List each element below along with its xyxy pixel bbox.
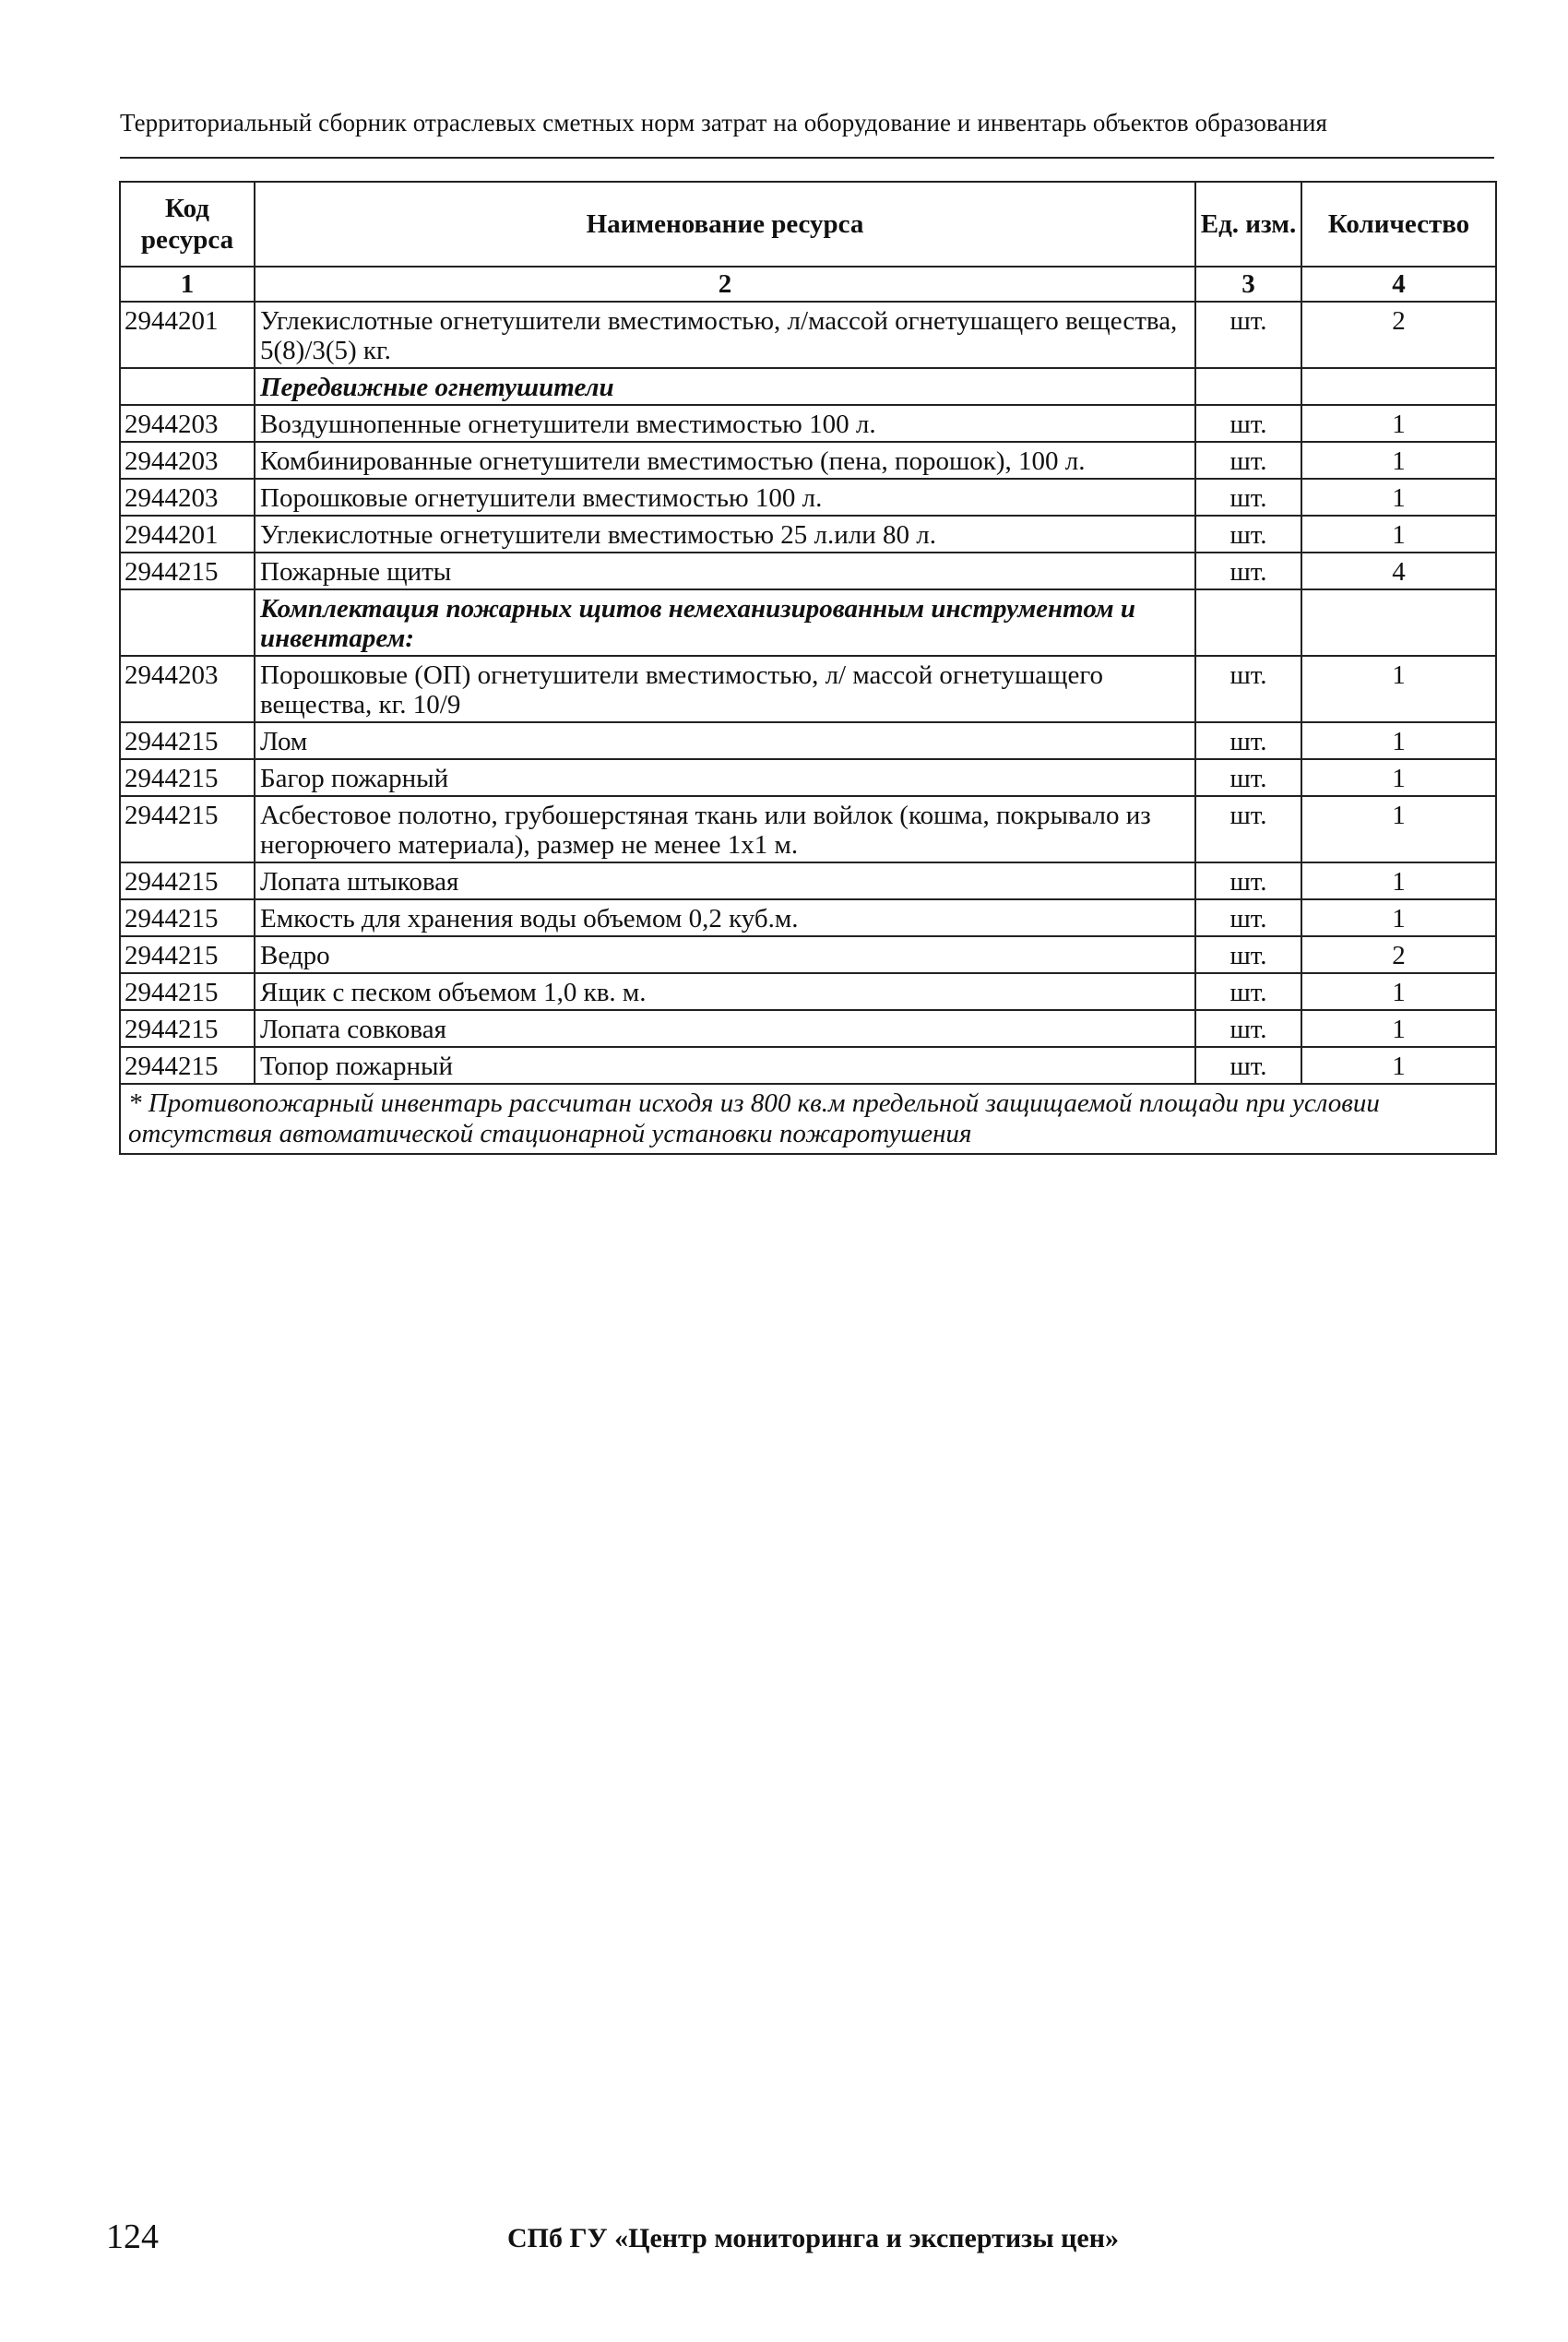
resource-code: 2944215 [120,796,255,862]
resource-name: Лом [255,722,1195,759]
resource-name: Углекислотные огнетушители вместимостью 25 л.или 80 л. [255,516,1195,553]
resource-qty: 1 [1301,405,1496,442]
resource-qty: 1 [1301,656,1496,722]
resource-name: Пожарные щиты [255,553,1195,589]
resource-unit: шт. [1195,1047,1301,1084]
resource-qty: 2 [1301,936,1496,973]
table-row [120,479,1496,516]
resource-code: 2944203 [120,479,255,516]
table-row [120,722,1496,759]
resource-code: 2944215 [120,973,255,1010]
header-name: Наименование ресурса [255,182,1195,267]
column-number: 3 [1195,267,1301,302]
resource-qty: 1 [1301,479,1496,516]
resource-unit: шт. [1195,553,1301,589]
resource-code: 2944215 [120,936,255,973]
resource-unit: шт. [1195,936,1301,973]
resource-code: 2944215 [120,553,255,589]
footer-organization: СПб ГУ «Центр мониторинга и экспертизы цен» [507,2223,1120,2253]
resource-qty: 1 [1301,442,1496,479]
resource-name: Лопата совковая [255,1010,1195,1047]
resource-name: Ящик с песком объемом 1,0 кв. м. [255,973,1195,1010]
section-unit-cell [1195,368,1301,405]
resource-name: Углекислотные огнетушители вместимостью, л/массой огнетушащего вещества, 5(8)/3(5) кг. [255,302,1195,368]
resource-unit: шт. [1195,796,1301,862]
section-code-cell [120,368,255,405]
footnote: * Противопожарный инвентарь рассчитан исходя из 800 кв.м предельной защищаемой площади при условии отсутствия автоматической стационарной установки пожаротушения [120,1084,1496,1154]
resource-unit: шт. [1195,862,1301,899]
resource-name: Топор пожарный [255,1047,1195,1084]
resource-qty: 1 [1301,796,1496,862]
resource-code: 2944203 [120,442,255,479]
resource-code: 2944201 [120,516,255,553]
table-row [120,899,1496,936]
table-row [120,936,1496,973]
resource-code: 2944215 [120,1047,255,1084]
resource-unit: шт. [1195,302,1301,368]
section-qty-cell [1301,589,1496,656]
page-number: 124 [106,2217,159,2256]
table-row [120,1010,1496,1047]
section-title: Комплектация пожарных щитов немеханизированным инструментом и инвентарем: [255,589,1195,656]
section-qty-cell [1301,368,1496,405]
resource-name: Ведро [255,936,1195,973]
section-unit-cell [1195,589,1301,656]
table-row [120,302,1496,368]
header-qty: Количество [1301,182,1496,267]
resource-code: 2944203 [120,405,255,442]
section-title: Передвижные огнетушители [255,368,1195,405]
section-row [120,368,1496,405]
resource-name: Воздушнопенные огнетушители вместимостью 100 л. [255,405,1195,442]
table-header-row [120,182,1496,267]
resource-name: Багор пожарный [255,759,1195,796]
table-row [120,656,1496,722]
resource-code: 2944215 [120,862,255,899]
resource-name: Порошковые (ОП) огнетушители вместимостью, л/ массой огнетушащего вещества, кг. 10/9 [255,656,1195,722]
resource-code: 2944215 [120,722,255,759]
resource-qty: 1 [1301,862,1496,899]
table-row [120,759,1496,796]
resource-unit: шт. [1195,442,1301,479]
table-row [120,405,1496,442]
resource-qty: 1 [1301,899,1496,936]
table-row [120,553,1496,589]
table-body [120,302,1496,1084]
resource-qty: 4 [1301,553,1496,589]
section-row [120,589,1496,656]
running-header: Территориальный сборник отраслевых сметных норм затрат на оборудование и инвентарь объектов образования [120,109,1328,137]
column-number-row [120,267,1496,302]
resource-name: Асбестовое полотно, грубошерстяная ткань или войлок (кошма, покрывало из негорючего материала), размер не менее 1х1 м. [255,796,1195,862]
resource-name: Емкость для хранения воды объемом 0,2 куб.м. [255,899,1195,936]
header-rule [120,157,1494,159]
resource-qty: 1 [1301,722,1496,759]
section-code-cell [120,589,255,656]
resource-code: 2944215 [120,759,255,796]
column-number: 2 [255,267,1195,302]
resource-name: Лопата штыковая [255,862,1195,899]
resource-table [119,181,1497,1155]
resource-unit: шт. [1195,516,1301,553]
resource-qty: 1 [1301,516,1496,553]
resource-unit: шт. [1195,759,1301,796]
resource-name: Порошковые огнетушители вместимостью 100 л. [255,479,1195,516]
resource-qty: 1 [1301,973,1496,1010]
table-row [120,973,1496,1010]
resource-unit: шт. [1195,1010,1301,1047]
resource-unit: шт. [1195,405,1301,442]
table-row [120,442,1496,479]
resource-unit: шт. [1195,899,1301,936]
resource-qty: 1 [1301,759,1496,796]
resource-qty: 1 [1301,1047,1496,1084]
resource-unit: шт. [1195,722,1301,759]
resource-qty: 2 [1301,302,1496,368]
column-number: 1 [120,267,255,302]
resource-code: 2944215 [120,1010,255,1047]
resource-name: Комбинированные огнетушители вместимостью (пена, порошок), 100 л. [255,442,1195,479]
column-number: 4 [1301,267,1496,302]
footnote-row [120,1084,1496,1154]
resource-unit: шт. [1195,479,1301,516]
resource-unit: шт. [1195,973,1301,1010]
resource-code: 2944215 [120,899,255,936]
resource-qty: 1 [1301,1010,1496,1047]
table-row [120,1047,1496,1084]
header-unit: Ед. изм. [1195,182,1301,267]
table-row [120,862,1496,899]
resource-unit: шт. [1195,656,1301,722]
header-code: Код ресурса [120,182,255,267]
table-row [120,796,1496,862]
resource-code: 2944201 [120,302,255,368]
table-row [120,516,1496,553]
resource-code: 2944203 [120,656,255,722]
